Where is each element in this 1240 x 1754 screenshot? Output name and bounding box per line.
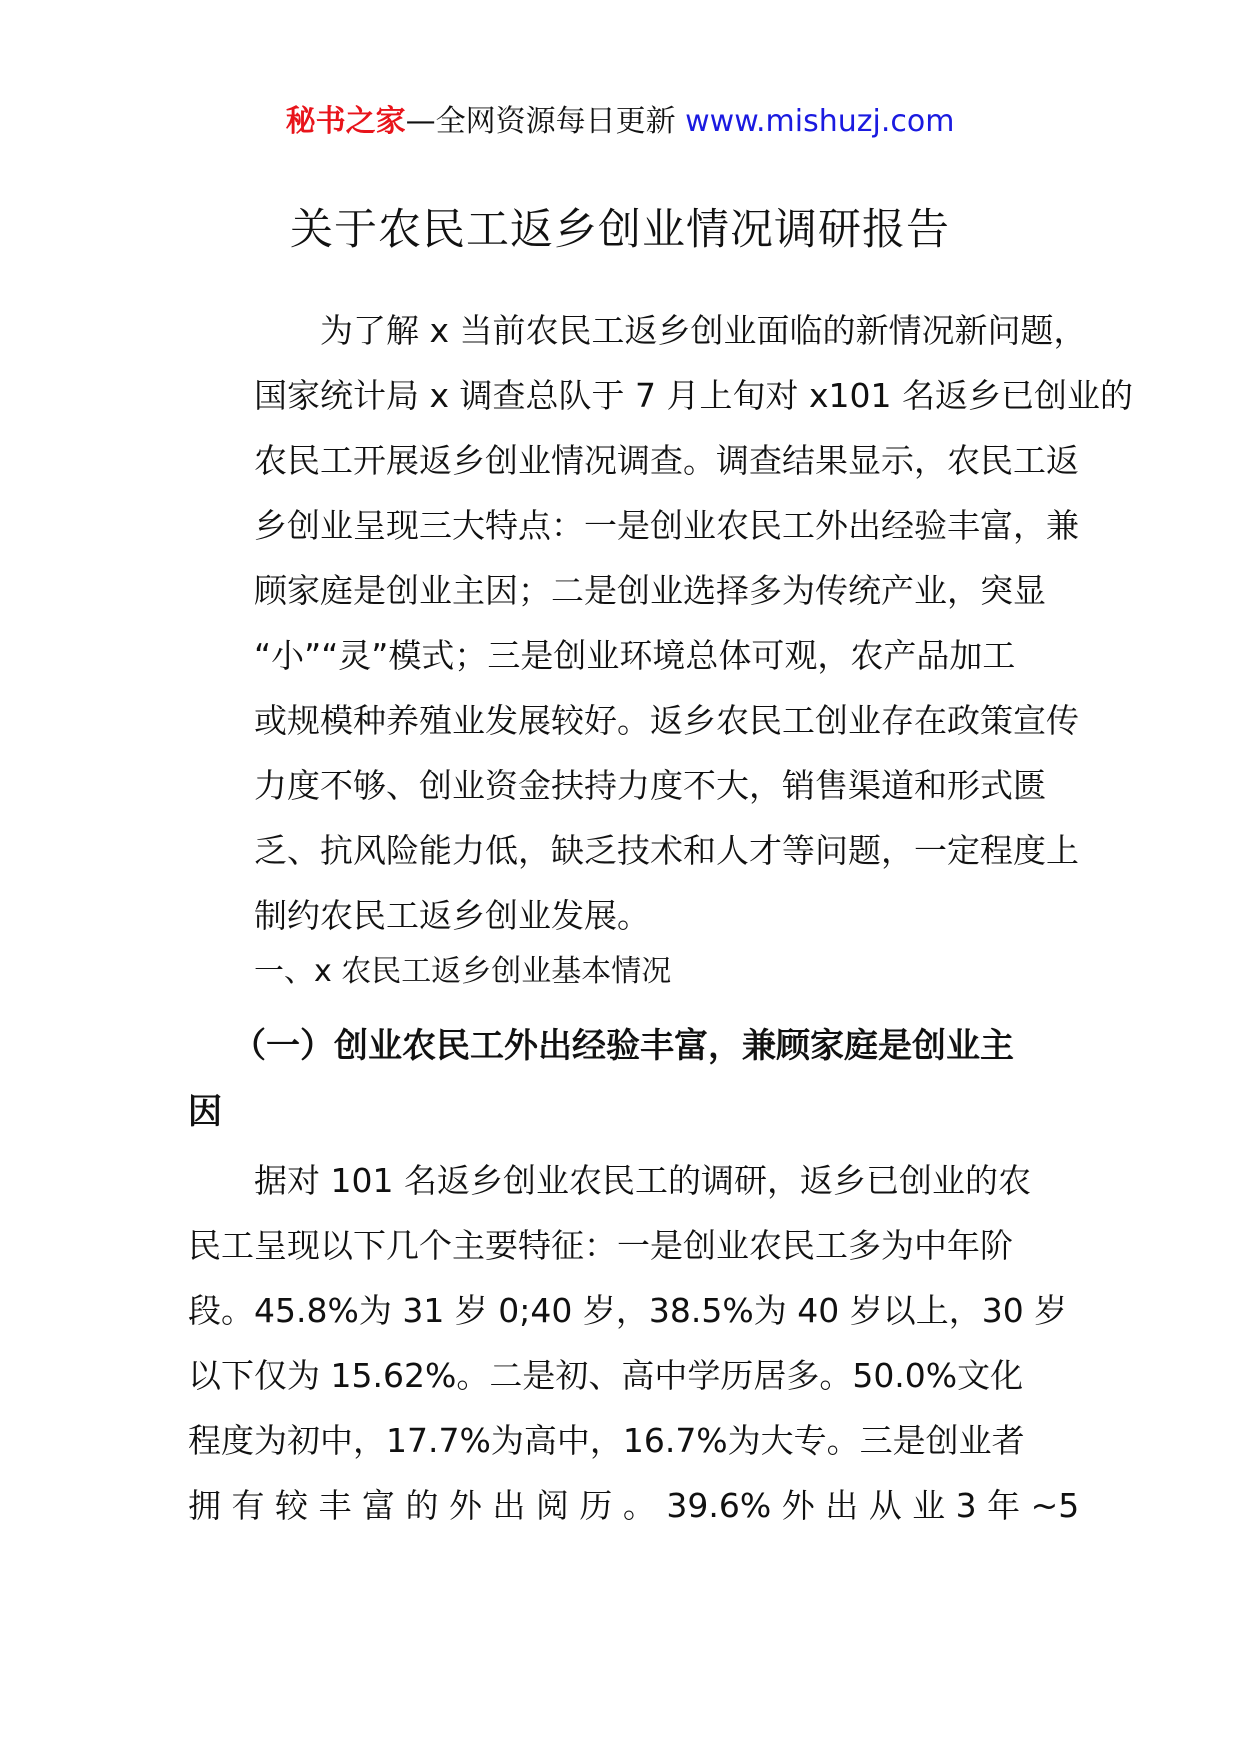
intro-paragraph bbox=[188, 298, 1133, 948]
paragraph-line: 乏、抗风险能力低，缺乏技术和人才等问题，一定程度上 bbox=[254, 831, 1079, 870]
paragraph-line: 程度为初中，17.7%为高中，16.7%为大专。三是创业者 bbox=[188, 1421, 1025, 1460]
paragraph-line: 农民工开展返乡创业情况调查。调查结果显示，农民工返 bbox=[254, 441, 1079, 480]
paragraph-line: 或规模种养殖业发展较好。返乡农民工创业存在政策宣传 bbox=[254, 701, 1079, 740]
site-brand: 秘书之家 bbox=[285, 104, 406, 139]
paragraph-line: 制约农民工返乡创业发展。 bbox=[254, 896, 650, 935]
paragraph-line: 民工呈现以下几个主要特征：一是创业农民工多为中年阶 bbox=[188, 1226, 1013, 1265]
site-header bbox=[0, 100, 1240, 144]
paragraph-line: 国家统计局 x 调查总队于 7 月上旬对 x101 名返乡已创业的 bbox=[254, 376, 1133, 415]
paragraph-line: 以下仅为 15.62%。二是初、高中学历居多。50.0%文化 bbox=[188, 1356, 1024, 1395]
paragraph-line: 据对 101 名返乡创业农民工的调研，返乡已创业的农 bbox=[254, 1161, 1031, 1200]
paragraph-line: 力度不够、创业资金扶持力度不大，销售渠道和形式匮 bbox=[254, 766, 1046, 805]
section-heading: 一、x 农民工返乡创业基本情况 bbox=[254, 954, 672, 989]
sub-heading bbox=[188, 1013, 1058, 1145]
sub-heading-line: （一）创业农民工外出经验丰富，兼顾家庭是创业主 bbox=[232, 1026, 1014, 1066]
document-title: 关于农民工返乡创业情况调研报告 bbox=[290, 205, 950, 255]
paragraph-line: “小”“灵”模式；三是创业环境总体可观，农产品加工 bbox=[254, 636, 1016, 675]
site-tagline: —全网资源每日更新 bbox=[405, 104, 676, 139]
survey-paragraph bbox=[188, 1148, 1080, 1538]
paragraph-line: 拥 有 较 丰 富 的 外 出 阅 历 。 39.6% 外 出 从 业 3 年 ~5 bbox=[188, 1486, 1080, 1525]
paragraph-line: 段。45.8%为 31 岁 0;40 岁，38.5%为 40 岁以上，30 岁 bbox=[188, 1291, 1068, 1330]
paragraph-line: 为了解 x 当前农民工返乡创业面临的新情况新问题， bbox=[320, 311, 1087, 350]
paragraph-line: 顾家庭是创业主因；二是创业选择多为传统产业，突显 bbox=[254, 571, 1046, 610]
sub-heading-line: 因 bbox=[188, 1092, 222, 1132]
paragraph-line: 乡创业呈现三大特点：一是创业农民工外出经验丰富，兼 bbox=[254, 506, 1079, 545]
site-url-link[interactable]: www.mishuzj.com bbox=[685, 104, 955, 139]
